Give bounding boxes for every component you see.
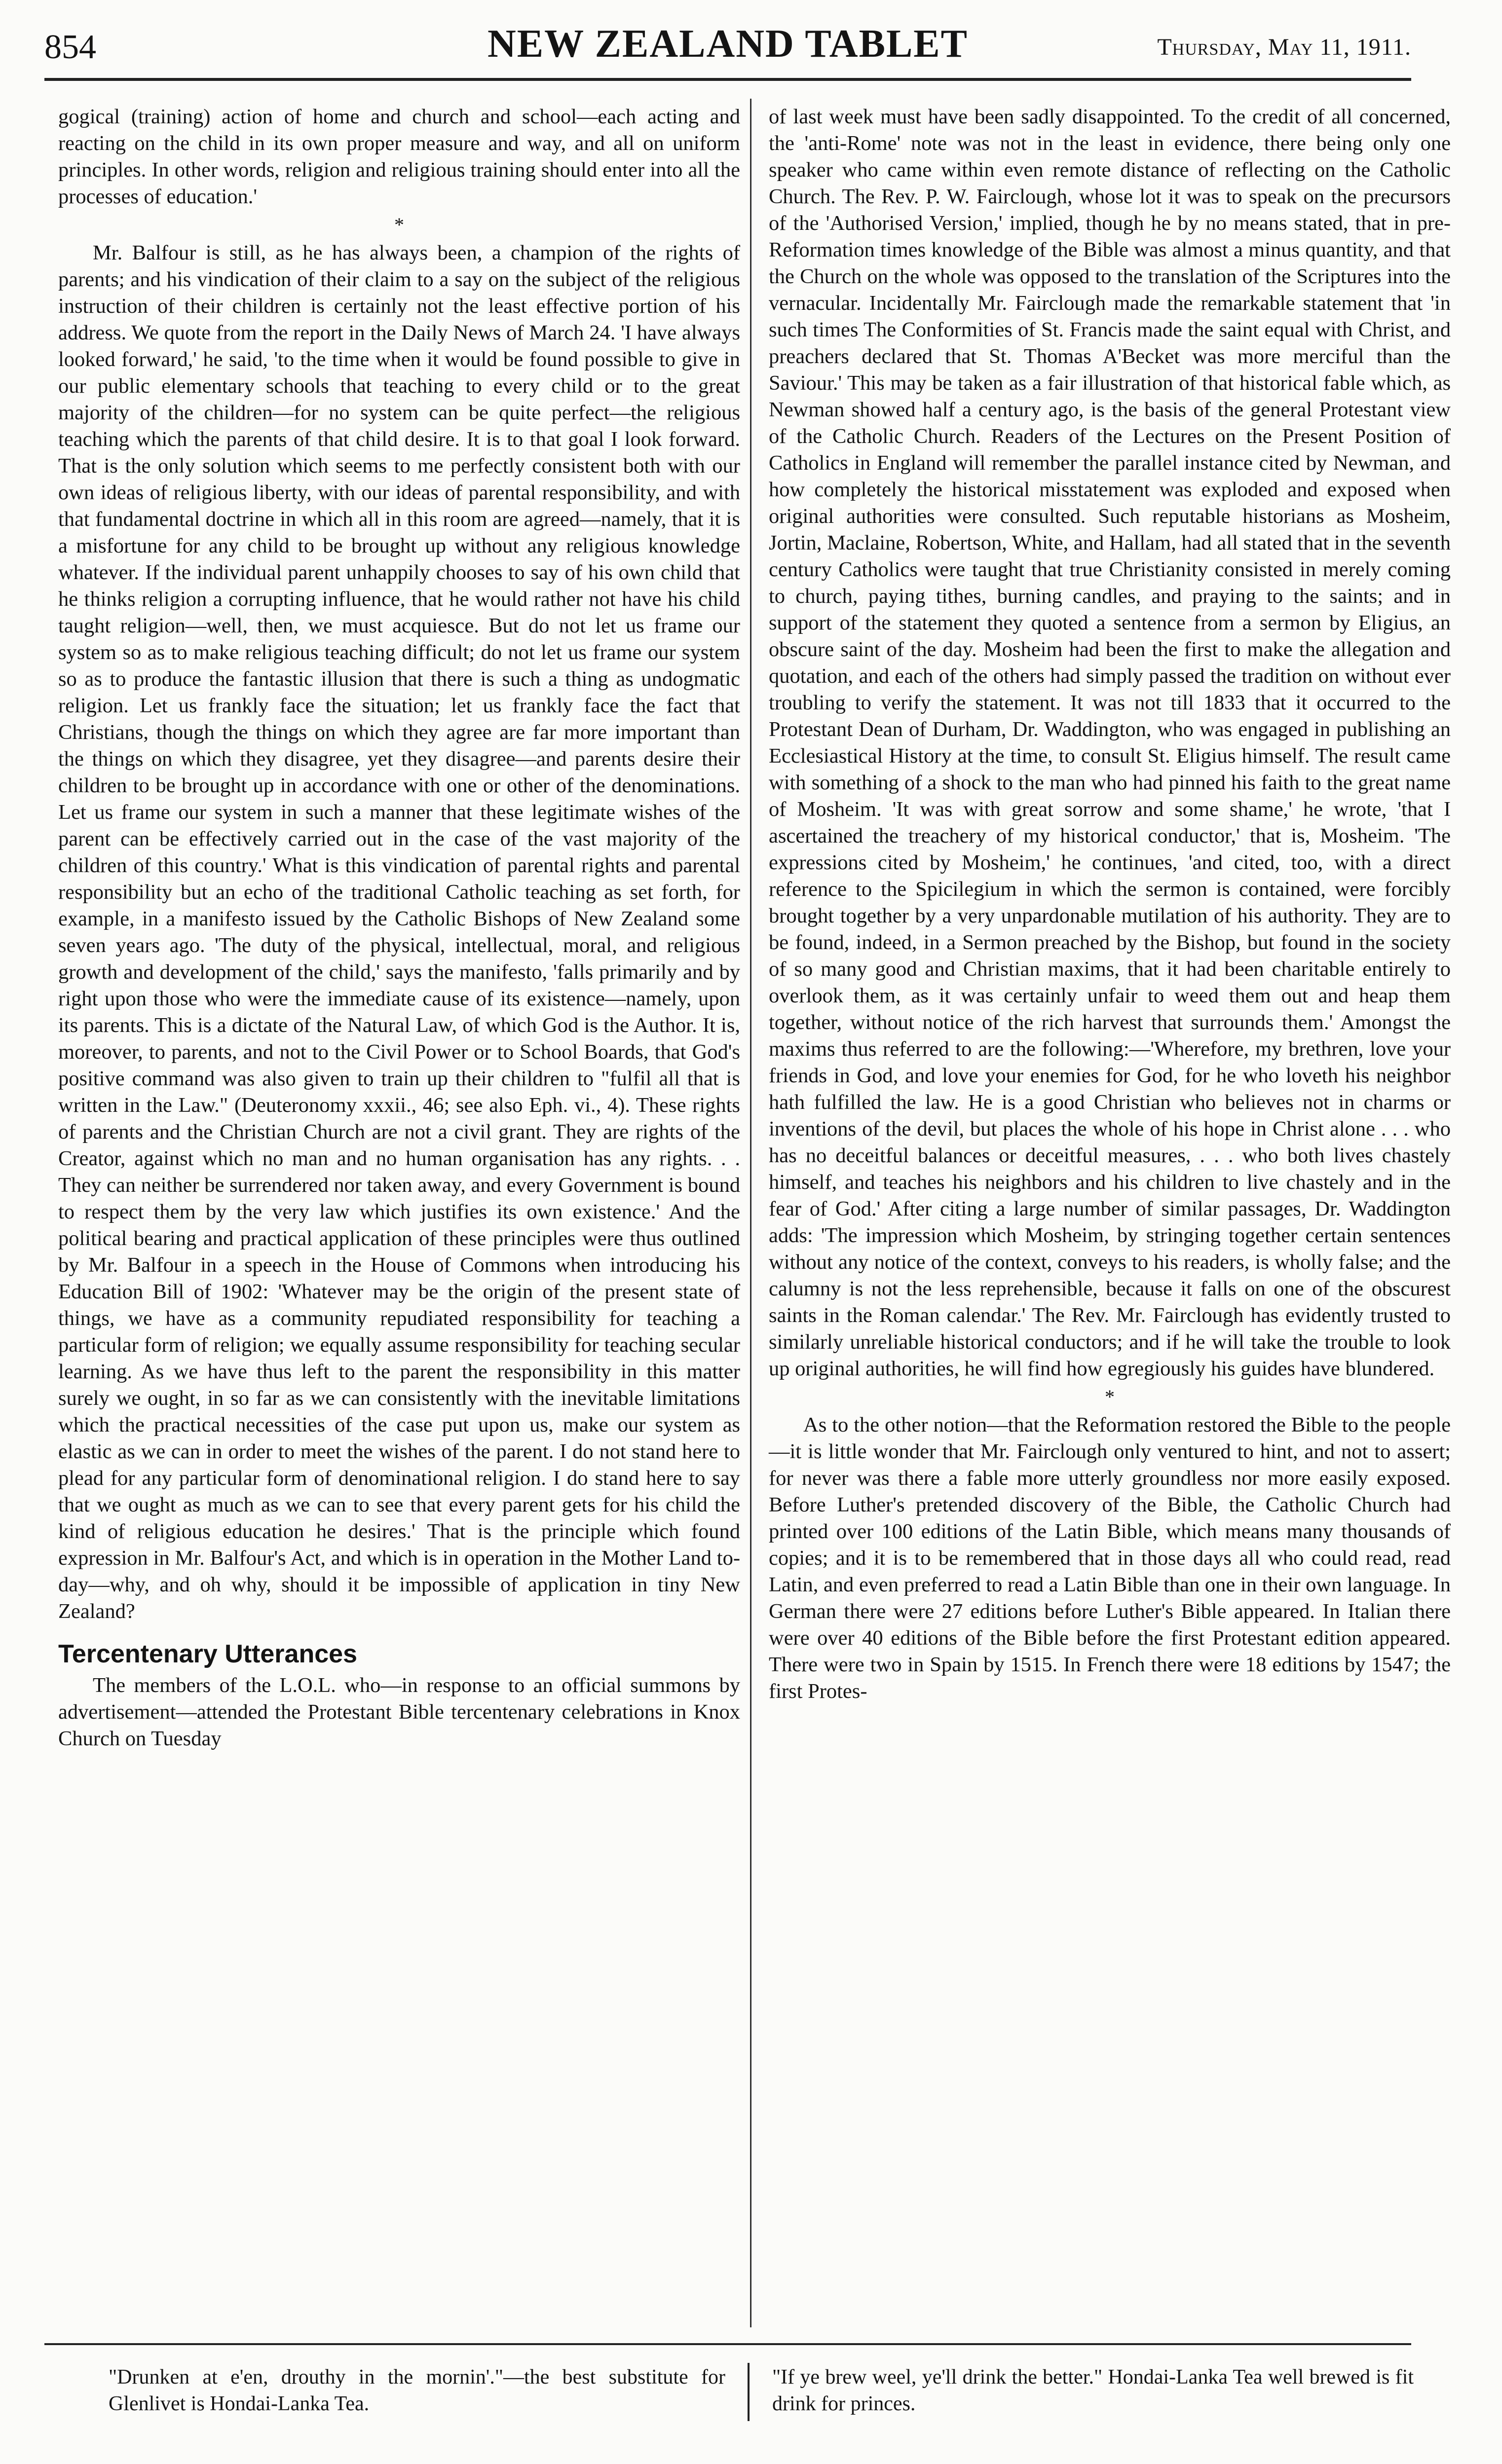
section-separator: * xyxy=(394,214,404,236)
left-column xyxy=(58,104,740,2323)
section-separator: * xyxy=(1105,1386,1115,1408)
issue-date: Thursday, May 11, 1911. xyxy=(1157,34,1411,60)
page-number: 854 xyxy=(44,28,96,66)
article-paragraph: of last week must have been sadly disappointed. To the credit of all concerned, the 'anti-Rome' note was not in the least in evidence, there being only one speaker who came within even remote distance of reflecting on the Catholic Church. The Rev. P. W. Fairclough, whose lot it was to speak on the precursors of the 'Authorised Version,' implied, though he by no means stated, that in pre-Reformation times knowledge of the Bible was almost a minus quantity, and that the Church on the whole was opposed to the translation of the Scriptures into the vernacular. Incidentally Mr. Fairclough made the remarkable statement that 'in such times The Conformities of St. Francis made the saint equal with Christ, and preachers declared that St. Thomas A'Becket was more merciful than the Saviour.' This may be taken as a fair illustration of that historical fable which, as Newman showed half a century ago, is the basis of the general Protestant view of the Catholic Church. Readers of the Lectures on the Present Position of Catholics in England will remember the parallel instance cited by Newman, and how completely the historical misstatement was exploded and exposed when original authorities were consulted. Such reputable historians as Mosheim, Jortin, Maclaine, Robertson, White, and Hallam, had all stated that in the seventh century Catholics were taught that true Christianity consisted in merely coming to church, paying tithes, burning candles, and praying to the saints; and in support of the statement they quoted a sentence from a sermon by Eligius, an obscure saint of the day. Mosheim had been the first to make the allegation and quotation, and each of the others had simply passed the tradition on without ever troubling to verify the statement. It was not till 1833 that it occurred to the Protestant Dean of Durham, Dr. Waddington, who was engaged in publishing an Ecclesiastical History at the time, to consult St. Eligius himself. The result came with something of a shock to the man who had pinned his faith to the great name of Mosheim. 'It was with great sorrow and some shame,' he wrote, 'that I ascertained the treachery of my historical conductor,' that is, Mosheim. 'The expressions cited by Mosheim,' he continues, 'and cited, too, with a direct reference to the Spicilegium in which the sermon is contained, were forcibly brought together by a very unpardonable mutilation of his authority. They are to be found, indeed, in a Sermon preached by the Bishop, but found in the society of so many good and Christian maxims, that it had been charitable entirely to overlook them, as it was certainly unfair to weed them out and heap them together, without notice of the rich harvest that surrounds them.' Amongst the maxims thus referred to are the following:—'Wherefore, my brethren, love your friends in God, and love your enemies for God, for he who loveth his neighbor hath fulfilled the law. He is a good Christian who believes not in charms or inventions of the devil, but places the whole of his hope in Christ alone . . . who has no deceitful balances or deceitful measures, . . . who both lives chastely himself, and teaches his neighbors and his children to live chastely and in the fear of God.' After citing a large number of similar passages, Dr. Waddington adds: 'The impression which Mosheim, by stringing together certain sentences without any notice of the context, conveys to his readers, is wholly false; and the calumny is not the less reprehensible, because it falls on one of the obscurest saints in the Roman calendar.' The Rev. Mr. Fairclough has evidently trusted to similarly unreliable historical conductors; and if he will take the trouble to look up original authorities, he will find how egregiously his guides have blundered. xyxy=(769,105,1451,1380)
section-heading: Tercentenary Utterances xyxy=(58,1640,357,1668)
header-rule xyxy=(44,78,1411,81)
article-paragraph: The members of the L.O.L. who—in response to an official summons by advertisement—attended the Protestant Bible tercentenary celebrations in Knox Church on Tuesday xyxy=(58,1674,740,1750)
article-paragraph: Mr. Balfour is still, as he has always been, a champion of the rights of parents; and his vindication of their claim to a say on the subject of the religious instruction of their children is certainly not the least effective portion of his address. We quote from the report in the Daily News of March 24. 'I have always looked forward,' he said, 'to the time when it would be found possible to give in our public elementary schools that teaching to every child or to the great majority of the children—for no system can be quite perfect—the religious teaching which the parents of that child desire. It is to that goal I look forward. That is the only solution which seems to me perfectly consistent both with our own ideas of religious liberty, with our ideas of parental responsibility, and with that fundamental doctrine in which all in this room are agreed—namely, that it is a misfortune for any child to be brought up without any religious knowledge whatever. If the individual parent unhappily chooses to say of his own child that he thinks religion a corrupting influence, that he would rather not have his child taught religion—well, then, we must acquiesce. But do not let us frame our system so as to make religious teaching difficult; do not let us frame our system so as to produce the fantastic illusion that there is such a thing as undogmatic religion. Let us frankly face the situation; let us frankly face the fact that Christians, though the things on which they agree are far more important than the things on which they disagree, yet they disagree—and parents desire their children to be brought up in accordance with one or other of the denominations. Let us frame our system in such a manner that these legitimate wishes of the parent can be effectively carried out in the case of the vast majority of the children of this country.' What is this vindication of parental rights and parental responsibility but an echo of the traditional Catholic teaching as set forth, for example, in a manifesto issued by the Catholic Bishops of New Zealand some seven years ago. 'The duty of the physical, intellectual, moral, and religious growth and development of the child,' says the manifesto, 'falls primarily and by right upon those who were the immediate cause of its existence—namely, upon its parents. This is a dictate of the Natural Law, of which God is the Author. It is, moreover, to parents, and not to the Civil Power or to School Boards, that God's positive command was also given to train up their children to "fulfil all that is written in the Law." (Deuteronomy xxxii., 46; see also Eph. vi., 4). These rights of parents and the Christian Church are not a civil grant. They are rights of the Creator, against which no man and no human organisation has any rights. . . They can neither be surrendered nor taken away, and every Government is bound to respect them by the very law which justifies its own existence.' And the political bearing and practical application of these principles were thus outlined by Mr. Balfour in a speech in the House of Commons when introducing his Education Bill of 1902: 'Whatever may be the origin of the present state of things, we have as a community repudiated responsibility for teaching a particular form of religion; we equally assume responsibility for teaching secular learning. As we have thus left to the parent the responsibility in this matter surely we ought, in so far as we can consistently with the inevitable limitations which the practical necessities of the case put upon us, make our system as elastic as we can in order to meet the wishes of the parent. I do not stand here to plead for any particular form of denominational religion. I do stand here to say that we ought as much as we can to see that every parent gets for his child the kind of religious education he desires.' That is the principle which found expression in Mr. Balfour's Act, and which is in operation in the Mother Land to-day—why, and oh why, should it be impossible of application in tiny New Zealand? xyxy=(58,241,740,1623)
article-paragraph: As to the other notion—that the Reformation restored the Bible to the people—it is little wonder that Mr. Fairclough only ventured to hint, and not to assert; for never was there a fable more utterly groundless nor more easily exposed. Before Luther's pretended discovery of the Bible, the Catholic Church had printed over 100 editions of the Latin Bible, which means many thousands of copies; and it is to be remembered that in those days all who could read, read Latin, and even preferred to read a Latin Bible than one in their own language. In German there were 27 editions before Luther's Bible appeared. In Italian there were over 40 editions of the Bible before the first Protestant edition appeared. There were two in Spain by 1515. In French there were 18 editions by 1547; the first Protes- xyxy=(769,1413,1451,1703)
article-paragraph: gogical (training) action of home and church and school—each acting and reacting on the child in its own proper measure and way, and all on uniform principles. In other words, religion and religious training should enter into all the processes of education.' xyxy=(58,105,740,208)
column-divider xyxy=(750,99,751,2327)
footer-advert-right: "If ye brew weel, ye'll drink the better." Hondai-Lanka Tea well brewed is fit drink for princes. xyxy=(772,2366,1414,2415)
footer-divider xyxy=(748,2363,750,2421)
masthead xyxy=(44,18,1411,77)
newspaper-title: NEW ZEALAND TABLET xyxy=(487,22,969,66)
footer-advert-left: "Drunken at e'en, drouthy in the mornin'."—the best substitute for Glenlivet is Hondai-Lanka Tea. xyxy=(109,2366,725,2415)
footer-rule xyxy=(44,2343,1411,2345)
right-column xyxy=(769,104,1451,2323)
